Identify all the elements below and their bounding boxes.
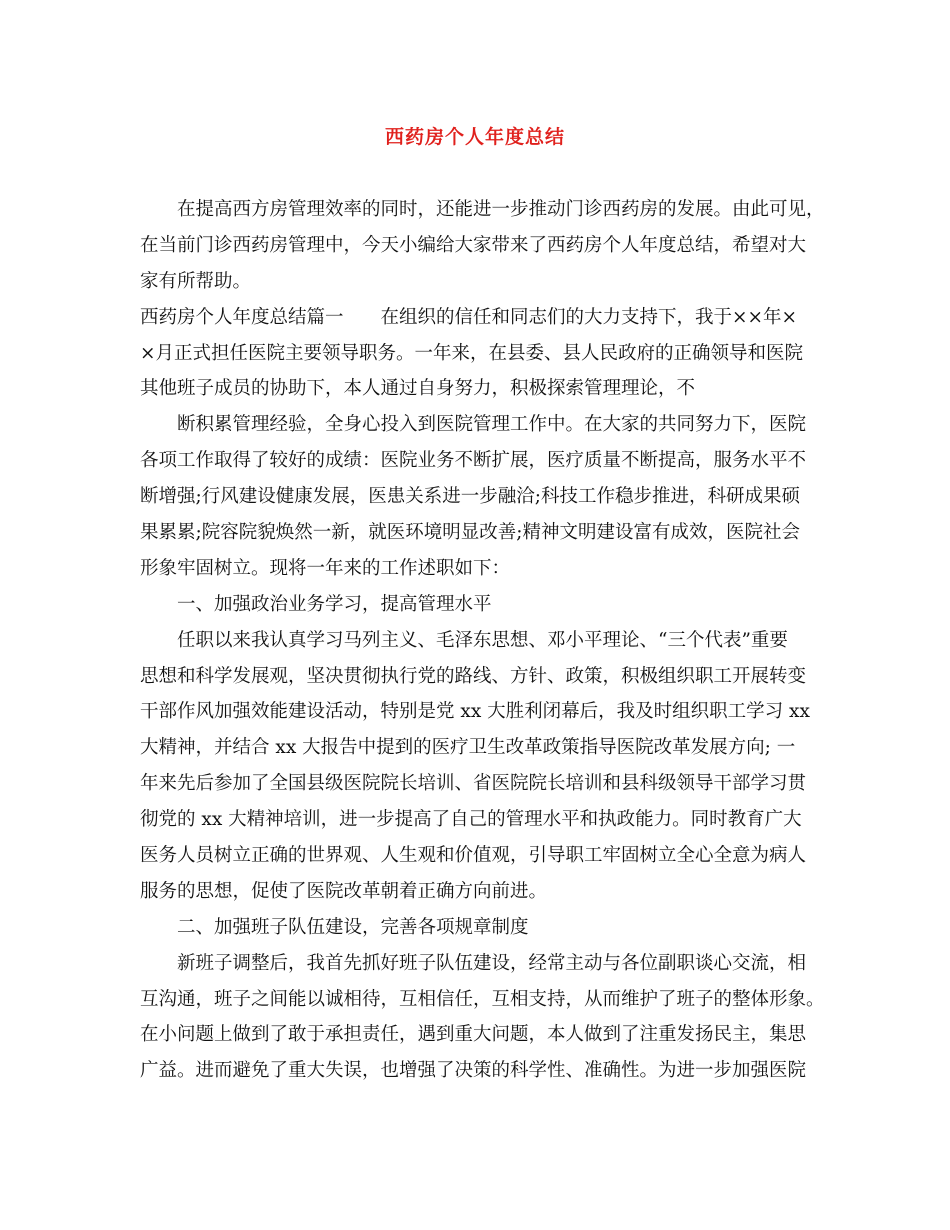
- body-line: 年来先后参加了全国县级医院院长培训、省医院院长培训和县科级领导干部学习贯: [140, 773, 807, 795]
- document-body: [140, 192, 830, 1089]
- body-line: ×月正式担任医院主要领导职务。一年来，在县委、县人民政府的正确领导和医院: [140, 342, 804, 364]
- body-line: 大精神，并结合 xx 大报告中提到的医疗卫生改革政策指导医院改革发展方向; 一: [140, 737, 796, 759]
- body-line: 干部作风加强效能建设活动，特别是党 xx 大胜利闭幕后，我及时组织职工学习 xx: [140, 701, 810, 723]
- body-line: 在当前门诊西药房管理中，今天小编给大家带来了西药房个人年度总结，希望对大: [140, 234, 807, 256]
- body-line: 果累累;院容院貌焕然一新，就医环境明显改善;精神文明建设富有成效，医院社会: [140, 522, 800, 544]
- body-line: 断增强;行风建设健康发展，医患关系进一步融洽;科技工作稳步推进，科研成果硕: [140, 486, 800, 508]
- body-line: 新班子调整后，我首先抓好班子队伍建设，经常主动与各位副职谈心交流，相: [177, 952, 807, 974]
- document-title: 西药房个人年度总结: [384, 126, 565, 148]
- body-line: 西药房个人年度总结篇一 在组织的信任和同志们的大力支持下，我于××年×: [140, 306, 798, 328]
- body-line: 服务的思想，促使了医院改革朝着正确方向前进。: [140, 880, 548, 902]
- body-line: 医务人员树立正确的世界观、人生观和价值观，引导职工牢固树立全心全意为病人: [140, 845, 807, 867]
- body-line: 家有所帮助。: [140, 270, 252, 292]
- body-line: 断积累管理经验，全身心投入到医院管理工作中。在大家的共同努力下，医院: [177, 414, 807, 436]
- body-line: 一、加强政治业务学习，提高管理水平: [177, 593, 492, 615]
- body-line: 二、加强班子队伍建设，完善各项规章制度: [177, 916, 529, 938]
- body-line: 形象牢固树立。现将一年来的工作述职如下：: [140, 557, 511, 579]
- body-line: 互沟通，班子之间能以诚相待，互相信任，互相支持，从而维护了班子的整体形象。: [140, 988, 825, 1010]
- body-line: 彻党的 xx 大精神培训，进一步提高了自己的管理水平和执政能力。同时教育广大: [140, 809, 802, 831]
- body-line: 各项工作取得了较好的成绩：医院业务不断扩展，医疗质量不断提高，服务水平不: [140, 450, 807, 472]
- body-line: 在提高西方房管理效率的同时，还能进一步推动门诊西药房的发展。由此可见，: [177, 199, 825, 220]
- body-line: 其他班子成员的协助下，本人通过自身努力，积极探索管理理论，不: [140, 378, 696, 400]
- body-line: 任职以来我认真学习马列主义、毛泽东思想、邓小平理论、“三个代表”重要: [177, 629, 788, 651]
- body-line: 思想和科学发展观，坚决贯彻执行党的路线、方针、政策，积极组织职工开展转变: [140, 665, 807, 687]
- body-line: 在小问题上做到了敢于承担责任，遇到重大问题，本人做到了注重发扬民主，集思: [140, 1024, 807, 1046]
- body-line: 广益。进而避免了重大失误，也增强了决策的科学性、准确性。为进一步加强医院: [140, 1060, 807, 1082]
